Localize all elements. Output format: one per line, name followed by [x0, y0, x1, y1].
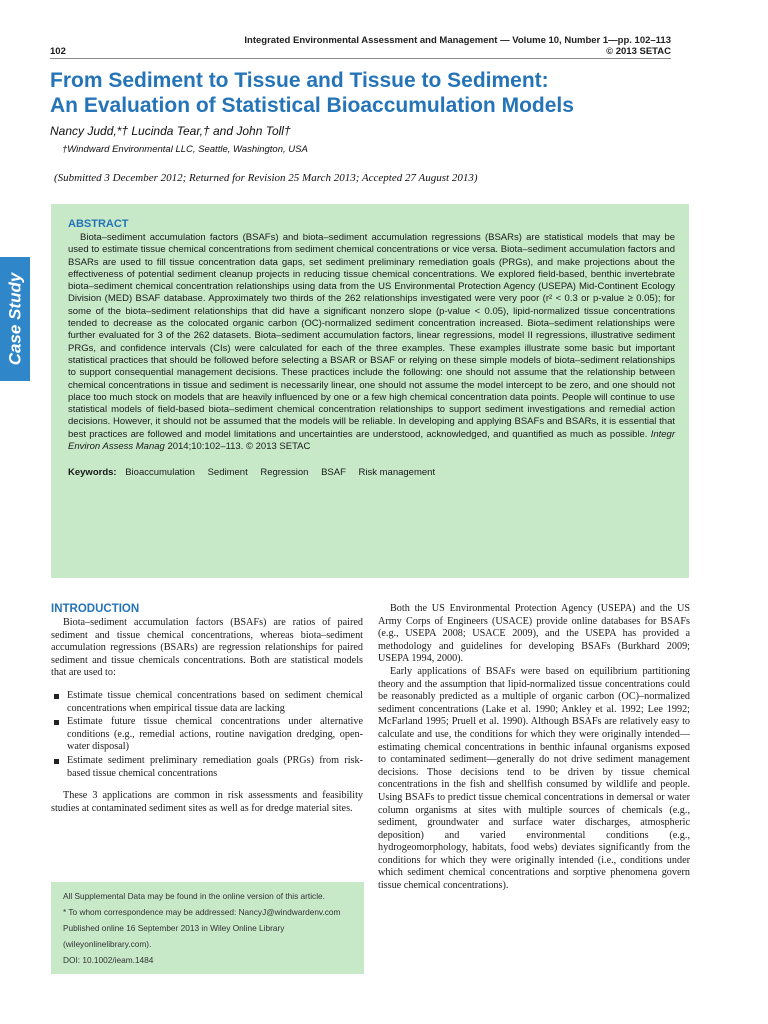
header-rule	[50, 58, 671, 59]
bullet-text: Estimate sediment preliminary remediation goals (PRGs) from risk-based tissue chemical concentrations	[67, 754, 363, 779]
bullet-text: Estimate future tissue chemical concentrations under alternative conditions (e.g., remedial actions, routine navigation dredging, open-water disposal)	[67, 716, 363, 753]
footnote-supplemental: All Supplemental Data may be found in the online version of this article.	[63, 891, 325, 901]
introduction-heading: INTRODUCTION	[51, 603, 140, 615]
abstract-heading: ABSTRACT	[68, 218, 129, 230]
intro-paragraph-2: These 3 applications are common in risk assessments and feasibility studies at contaminated sediment sites as well as for dredge material sites.	[51, 790, 363, 814]
bullet-icon	[54, 720, 59, 725]
journal-line: Integrated Environmental Assessment and Management — Volume 10, Number 1—pp. 102–113	[244, 35, 671, 46]
list-item	[51, 716, 363, 754]
abstract-body: Biota–sediment accumulation factors (BSAFs) and biota–sediment accumulation regressions (BSARs) are statistical models that may be used to estimate tissue chemical concentrations from sediment chemical concentrations or vice versa. Biota–sediment accumulation factors and BSARs are used to fill tissue concentration data gaps, set sediment preliminary remediation goals (PRGs), and make projections about the effectiveness of potential sediment cleanup projects in reducing tissue chemical concentrations. We explored field-based, benthic invertebrate biota–sediment chemical concentration relationships using data from the US Environmental Protection Agency (USEPA) Mid-Continent Ecology Division (MED) BSAF database. Approximately two thirds of the 262 relationships investigated were very poor (r² < 0.3 or p-value ≥ 0.05); for some of the biota–sediment relationships that did have a significant nonzero slope (p-value < 0.05), lipid-normalized tissue concentrations tended to decrease as the colocated organic carbon (OC)-normalized sediment concentration increased. Biota–sediment relationships were further evaluated for 3 of the 262 datasets. Biota–sediment accumulation factors, linear regressions, model II regressions, illustrative sediment PRGs, and confidence intervals (CIs) were calculated for each of the three examples. These examples illustrate some basic but important statistical practices that should be followed before selecting a BSAR or BSAF or relying on these simple models of biota–sediment relationships to support consequential management decisions. These practices include the following: one should not assume that the relationship between chemical concentrations in tissue and sediment is necessarily linear, one should not assume the model intercept to be zero, and one should not place too much stock on models that are heavily influenced by one or a few high chemical concentration data points. People will continue to use statistical models of field-based biota–sediment chemical concentration relationships to support sediment investigations and remedial action decisions. However, it should not be assumed that the models will be reliable. In developing and applying BSAFs and BSARs, it is essential that best practices are followed and model limitations and uncertainties are understood, acknowledged, and quantified as much as possible.	[68, 232, 675, 440]
abstract-citation-details: 2014;10:102–113. © 2013 SETAC	[167, 441, 311, 453]
submission-dates: (Submitted 3 December 2012; Returned for Revision 25 March 2013; Accepted 27 August 2013)	[54, 172, 478, 184]
bullet-list	[51, 690, 363, 780]
authors: Nancy Judd,*† Lucinda Tear,† and John Toll†	[50, 124, 291, 138]
footnote-box	[51, 882, 364, 974]
abstract-citation-journal: Integr Environ Assess Manag	[68, 428, 675, 453]
right-column	[378, 603, 690, 893]
keywords	[68, 467, 675, 478]
footnote-doi: DOI: 10.1002/ieam.1484	[63, 955, 154, 965]
abstract-text	[68, 232, 675, 453]
right-paragraph-2: Early applications of BSAFs were based on equilibrium partitioning theory and the assumption that lipid-normalized tissue concentrations could be reasonably predicted as a multiple of organic carbon (OC)–normalized sediment concentrations (Lake et al. 1990; Ankley et al. 1992; Lee 1992; McFarland 1995; Pruell et al. 1990). Although BSAFs are relatively easy to calculate and use, the conditions for which they were originally intended—estimating chemical concentrations in benthic infaunal organisms exposed to contaminated sediment—generally do not drive sediment management decisions. Those decisions tend to be driven by tissue chemical concentrations in the fish and shellfish consumed by wildlife and people. Using BSAFs to predict tissue chemical concentrations in demersal or water column organisms at sites with multiple sources of chemicals (e.g., sediment, groundwater and surface water discharges, atmospheric deposition) and varied environmental conditions (e.g., hydrogeomorphology, habitats, food webs) deviates significantly from the conditions for which they were originally intended (i.e., conditions under which sediment chemical concentrations and sorptive phenomena govern tissue chemical concentrations).	[378, 665, 690, 892]
keyword: Sediment	[207, 467, 248, 479]
case-study-label: Case Study	[5, 272, 24, 366]
left-column	[51, 603, 363, 815]
keyword: Regression	[260, 467, 309, 479]
footnote-published: Published online 16 September 2013 in Wiley Online Library	[63, 923, 285, 933]
list-item	[51, 755, 363, 780]
copyright: © 2013 SETAC	[606, 46, 671, 57]
abstract-box	[51, 204, 689, 578]
footnote-library: (wileyonlinelibrary.com).	[63, 939, 152, 949]
right-paragraph-1: Both the US Environmental Protection Agency (USEPA) and the US Army Corps of Engineers (USACE) provide online databases for BSAFs (e.g., USEPA 2008; USACE 2009), and the USEPA has provided a methodology and guidelines for developing BSAFs (Burkhard 2009; USEPA 1994, 2000).	[378, 603, 690, 665]
intro-paragraph-1: Biota–sediment accumulation factors (BSAFs) are ratios of paired sediment and tissue chemical concentrations, whereas biota–sediment accumulation regressions (BSARs) are regression relationships for paired sediment and tissue chemicals concentrations. Both are statistical models that are used to:	[51, 617, 363, 679]
page-number: 102	[50, 46, 66, 57]
bullet-icon	[54, 694, 59, 699]
affiliation: †Windward Environmental LLC, Seattle, Washington, USA	[62, 144, 308, 155]
keyword: Bioaccumulation	[125, 467, 195, 479]
keywords-label: Keywords:	[68, 467, 117, 479]
footnote-correspondence: * To whom correspondence may be addressed: NancyJ@windwardenv.com	[63, 907, 341, 917]
keyword: BSAF	[321, 467, 346, 479]
article-title	[50, 68, 690, 118]
list-item	[51, 690, 363, 715]
bullet-text: Estimate tissue chemical concentrations based on sediment chemical concentrations when empirical tissue data are lacking	[67, 689, 363, 714]
bullet-icon	[54, 759, 59, 764]
case-study-tab	[0, 257, 30, 381]
title-line-1: From Sediment to Tissue and Tissue to Sediment:	[50, 69, 549, 92]
keyword: Risk management	[358, 467, 436, 479]
title-line-2: An Evaluation of Statistical Bioaccumulation Models	[50, 94, 574, 117]
